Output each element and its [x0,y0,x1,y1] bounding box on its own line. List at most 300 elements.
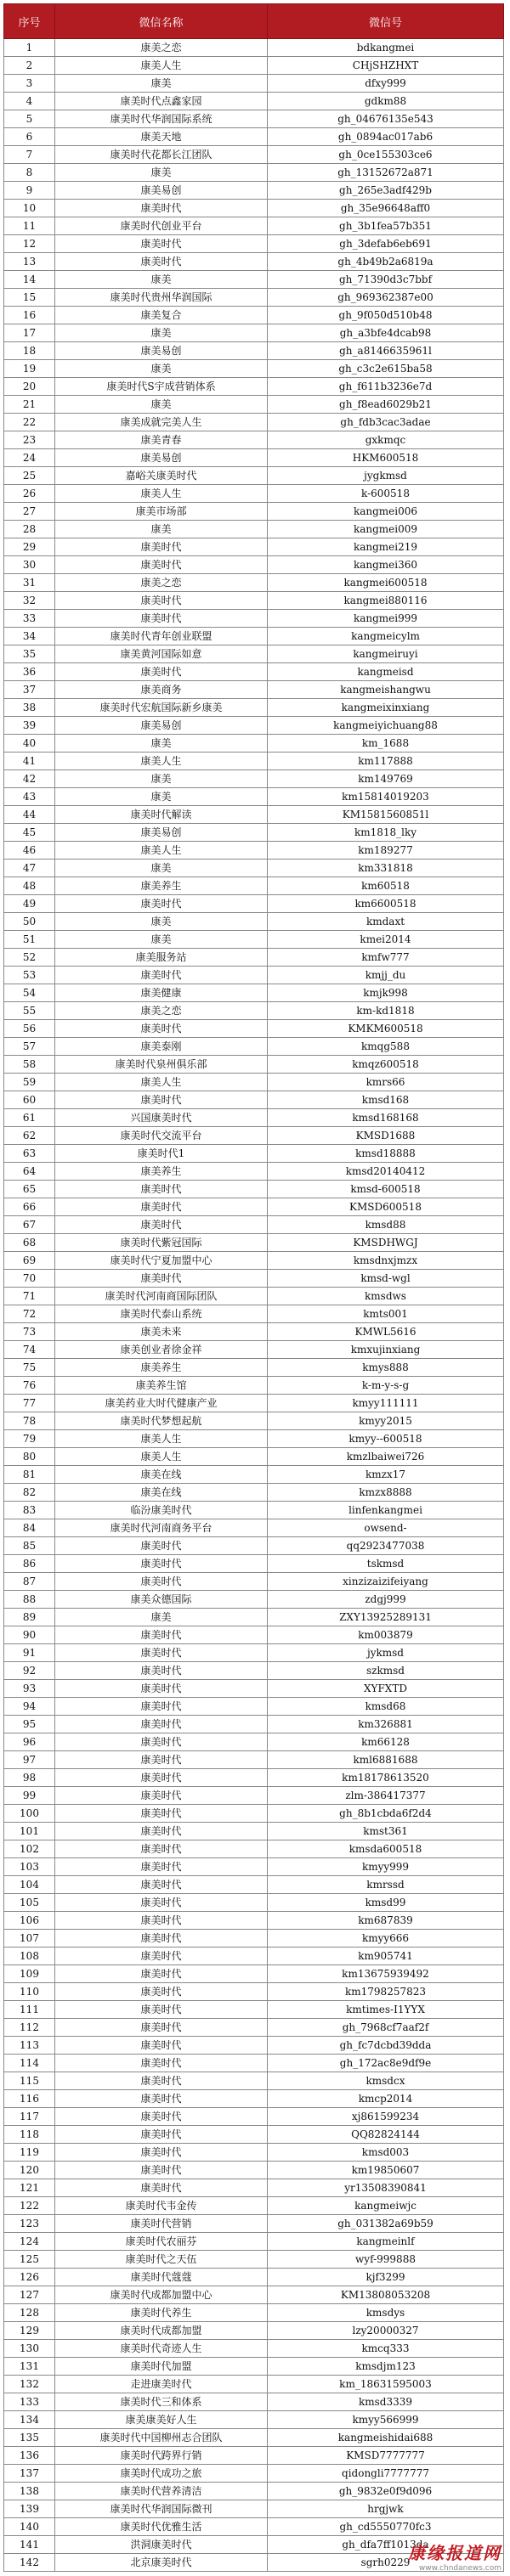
serial-cell: 114 [4,2055,55,2072]
serial-cell: 122 [4,2197,55,2215]
table-row [4,913,504,931]
id-cell: kmrs66 [268,1074,504,1091]
name-cell: 临汾康美时代 [55,1502,268,1519]
id-cell: kmdaxt [268,913,504,931]
id-cell: kmyy999 [268,1858,504,1876]
serial-cell: 139 [4,2500,55,2518]
header-serial-number: 序号 [4,4,55,39]
name-cell: 康美 [55,860,268,877]
header-wechat-id: 微信号 [268,4,504,39]
name-cell: 康美时代 [55,1787,268,1805]
name-cell: 康美时代 [55,1626,268,1644]
name-cell: 康美时代 [55,1573,268,1591]
name-cell: 康美时代紫冠国际 [55,1234,268,1252]
name-cell: 康美时代 [55,2001,268,2019]
serial-cell: 121 [4,2179,55,2197]
table-row [4,2233,504,2251]
name-cell: 康美时代 [55,235,268,253]
serial-cell: 32 [4,592,55,610]
table-row [4,2072,504,2090]
table-row [4,860,504,877]
name-cell: 康美健康 [55,984,268,1002]
name-cell: 康美 [55,75,268,93]
serial-cell: 52 [4,949,55,967]
serial-cell: 42 [4,770,55,788]
serial-cell: 24 [4,449,55,467]
table-row [4,1751,504,1769]
name-cell: 康美时代 [55,1912,268,1930]
table-row [4,753,504,770]
serial-cell: 133 [4,2393,55,2411]
name-cell: 康美 [55,271,268,289]
serial-cell: 93 [4,1680,55,1698]
id-cell: kangmeicylm [268,628,504,645]
table-row [4,681,504,699]
table-row [4,1002,504,1020]
name-cell: 康美易创 [55,449,268,467]
id-cell: km13675939492 [268,1965,504,1983]
name-cell: 康美时代交流平台 [55,1127,268,1145]
serial-cell: 49 [4,895,55,913]
name-cell: 康美时代贵州华润国际 [55,289,268,307]
id-cell: kmsd168168 [268,1109,504,1127]
id-cell: KMSD600518 [268,1198,504,1216]
id-cell: k-m-y-s-g [268,1377,504,1395]
name-cell: 康美 [55,788,268,806]
name-cell: 康美时代成都加盟 [55,2322,268,2340]
serial-cell: 113 [4,2037,55,2055]
name-cell: 康美易创 [55,717,268,735]
serial-cell: 77 [4,1395,55,1412]
id-cell: gh_71390d3c7bbf [268,271,504,289]
name-cell: 康美时代河南商务平台 [55,1519,268,1537]
serial-cell: 86 [4,1555,55,1573]
name-cell: 康美时代 [55,1876,268,1894]
name-cell: 康美时代 [55,253,268,271]
table-row [4,699,504,717]
id-cell: km905741 [268,1948,504,1965]
table-row [4,2286,504,2304]
table-row [4,396,504,414]
serial-cell: 31 [4,574,55,592]
id-cell: ZXY13925289131 [268,1609,504,1626]
serial-cell: 92 [4,1662,55,1680]
serial-cell: 71 [4,1288,55,1305]
id-cell: kmcq333 [268,2340,504,2358]
name-cell: 走进康美时代 [55,2376,268,2393]
serial-cell: 125 [4,2251,55,2269]
name-cell: 北京康美时代 [55,2554,268,2572]
id-cell: kmtimes-I1YYX [268,2001,504,2019]
serial-cell: 90 [4,1626,55,1644]
table-row [4,1965,504,1983]
table-row [4,2518,504,2536]
table-row [4,2037,504,2055]
name-cell: 康美泰刚 [55,1038,268,1056]
serial-cell: 57 [4,1038,55,1056]
id-cell: zlm-386417377 [268,1787,504,1805]
serial-cell: 91 [4,1644,55,1662]
name-cell: 康美时代宁夏加盟中心 [55,1252,268,1270]
name-cell: 康美之恋 [55,39,268,57]
serial-cell: 88 [4,1591,55,1609]
serial-cell: 105 [4,1894,55,1912]
serial-cell: 89 [4,1609,55,1626]
name-cell: 康美复合 [55,307,268,324]
name-cell: 康美人生 [55,1448,268,1466]
id-cell: gh_7968cf7aaf2f [268,2019,504,2037]
name-cell: 康美时代营养清洁 [55,2483,268,2500]
id-cell: xj861599234 [268,2108,504,2126]
id-cell: KM1581560851l [268,806,504,824]
table-row [4,128,504,146]
id-cell: gh_fc7dcbd39dda [268,2037,504,2055]
serial-cell: 8 [4,164,55,182]
id-cell: gh_9f050d510b48 [268,307,504,324]
id-cell: kmsd20140412 [268,1163,504,1181]
id-cell: km1798257823 [268,1983,504,2001]
name-cell: 康美 [55,164,268,182]
serial-cell: 138 [4,2483,55,2500]
name-cell: 康美时代 [55,2055,268,2072]
table-row [4,1912,504,1930]
name-cell: 康美时代 [55,1858,268,1876]
serial-cell: 60 [4,1091,55,1109]
serial-cell: 56 [4,1020,55,1038]
table-row [4,1288,504,1305]
table-row [4,1716,504,1733]
table-row [4,2500,504,2518]
name-cell: 康美时代 [55,1948,268,1965]
wechat-account-sheet [3,3,503,2572]
serial-cell: 34 [4,628,55,645]
serial-cell: 37 [4,681,55,699]
id-cell: qidongli7777777 [268,2465,504,2483]
table-row [4,967,504,984]
table-row [4,574,504,592]
table-row [4,1127,504,1145]
id-cell: gh_35e96648aff0 [268,200,504,217]
serial-cell: 39 [4,717,55,735]
id-cell: gh_969362387e00 [268,289,504,307]
table-row [4,2251,504,2269]
id-cell: dfxy999 [268,75,504,93]
table-row [4,788,504,806]
id-cell: kmts001 [268,1305,504,1323]
table-row [4,1466,504,1484]
id-cell: hrgjwk [268,2500,504,2518]
name-cell: 康美人生 [55,842,268,860]
table-row [4,1840,504,1858]
table-row [4,182,504,200]
id-cell: km_1688 [268,735,504,753]
serial-cell: 43 [4,788,55,806]
name-cell: 康美 [55,360,268,378]
name-cell: 康美时代 [55,895,268,913]
table-row [4,1698,504,1716]
name-cell: 康美时代 [55,1091,268,1109]
table-row [4,93,504,110]
name-cell: 康美时代之天伍 [55,2251,268,2269]
id-cell: km189277 [268,842,504,860]
id-cell: gh_13152672a871 [268,164,504,182]
table-row [4,2019,504,2037]
serial-cell: 134 [4,2411,55,2429]
serial-cell: 51 [4,931,55,949]
name-cell: 康美养生馆 [55,1377,268,1395]
table-row [4,146,504,164]
table-row [4,2483,504,2500]
id-cell: km_18631595003 [268,2376,504,2393]
name-cell: 康美时代 [55,1216,268,1234]
table-row [4,342,504,360]
id-cell: km149769 [268,770,504,788]
serial-cell: 80 [4,1448,55,1466]
name-cell: 康美时代 [55,592,268,610]
name-cell: 康美时代中国柳州志合团队 [55,2429,268,2447]
name-cell: 康美时代 [55,967,268,984]
id-cell: kmsd-wgl [268,1270,504,1288]
name-cell: 康美时代三和体系 [55,2393,268,2411]
table-row [4,1894,504,1912]
id-cell: kmyy--600518 [268,1430,504,1448]
id-cell: kmqg588 [268,1038,504,1056]
table-row [4,1091,504,1109]
serial-cell: 123 [4,2215,55,2233]
table-row [4,360,504,378]
id-cell: kmfw777 [268,949,504,967]
id-cell: km1818_lky [268,824,504,842]
name-cell: 康美时代 [55,1537,268,1555]
serial-cell: 35 [4,645,55,663]
table-row [4,1216,504,1234]
name-cell: 康美时代 [55,610,268,628]
serial-cell: 23 [4,431,55,449]
name-cell: 康美易创 [55,342,268,360]
serial-cell: 109 [4,1965,55,1983]
serial-cell: 25 [4,467,55,485]
table-row [4,824,504,842]
table-row [4,1412,504,1430]
id-cell: kangmei009 [268,521,504,538]
serial-cell: 13 [4,253,55,271]
name-cell: 康美易创 [55,824,268,842]
table-row [4,1591,504,1609]
serial-cell: 15 [4,289,55,307]
serial-cell: 107 [4,1930,55,1948]
id-cell: zdgj999 [268,1591,504,1609]
id-cell: kangmeishangwu [268,681,504,699]
table-row [4,984,504,1002]
serial-cell: 118 [4,2126,55,2144]
serial-cell: 78 [4,1412,55,1430]
table-row [4,931,504,949]
table-row [4,1644,504,1662]
name-cell: 康美时代 [55,2108,268,2126]
name-cell: 康美在线 [55,1484,268,1502]
table-row [4,1359,504,1377]
id-cell: gh_172ac8e9df9e [268,2055,504,2072]
serial-cell: 132 [4,2376,55,2393]
table-row [4,324,504,342]
name-cell: 康美时代养生 [55,2304,268,2322]
name-cell: 康美时代营销 [55,2215,268,2233]
id-cell: kmyy566999 [268,2411,504,2429]
serial-cell: 142 [4,2554,55,2572]
id-cell: kangmei360 [268,556,504,574]
name-cell: 康美人生 [55,1074,268,1091]
serial-cell: 28 [4,521,55,538]
serial-cell: 9 [4,182,55,200]
serial-cell: 94 [4,1698,55,1716]
id-cell: kangmei006 [268,503,504,521]
table-row [4,1787,504,1805]
id-cell: kangmei219 [268,538,504,556]
id-cell: szkmsd [268,1662,504,1680]
name-cell: 康美时代 [55,1894,268,1912]
id-cell: km326881 [268,1716,504,1733]
table-row [4,1626,504,1644]
serial-cell: 41 [4,753,55,770]
serial-cell: 135 [4,2429,55,2447]
id-cell: kmrssd [268,1876,504,1894]
table-row [4,2179,504,2197]
id-cell: gh_3defab6eb691 [268,235,504,253]
table-row [4,1930,504,1948]
serial-cell: 82 [4,1484,55,1502]
name-cell: 康美时代 [55,663,268,681]
name-cell: 康美时代 [55,2179,268,2197]
serial-cell: 47 [4,860,55,877]
name-cell: 康美 [55,931,268,949]
id-cell: tskmsd [268,1555,504,1573]
id-cell: kjf3299 [268,2269,504,2286]
table-row [4,1733,504,1751]
id-cell: kmsd-600518 [268,1181,504,1198]
serial-cell: 59 [4,1074,55,1091]
table-row [4,2001,504,2019]
name-cell: 康美时代 [55,2144,268,2162]
id-cell: km003879 [268,1626,504,1644]
serial-cell: 104 [4,1876,55,1894]
serial-cell: 55 [4,1002,55,1020]
id-cell: owsend- [268,1519,504,1537]
serial-cell: 136 [4,2447,55,2465]
table-row [4,1341,504,1359]
serial-cell: 96 [4,1733,55,1751]
id-cell: KMSDHWGJ [268,1234,504,1252]
name-cell: 康美时代花都长江团队 [55,146,268,164]
table-row [4,2393,504,2411]
name-cell: 洪洞康美时代 [55,2536,268,2554]
serial-cell: 19 [4,360,55,378]
table-row [4,1145,504,1163]
table-row [4,895,504,913]
serial-cell: 87 [4,1573,55,1591]
id-cell: kmzx8888 [268,1484,504,1502]
name-cell: 康美 [55,735,268,753]
id-cell: gh_0894ac017ab6 [268,128,504,146]
serial-cell: 75 [4,1359,55,1377]
id-cell: kangmei880116 [268,592,504,610]
id-cell: jykmsd [268,1644,504,1662]
serial-cell: 120 [4,2162,55,2179]
serial-cell: 97 [4,1751,55,1769]
name-cell: 康美时代 [55,556,268,574]
id-cell: gh_c3c2e615ba58 [268,360,504,378]
name-cell: 康美时代 [55,1644,268,1662]
name-cell: 康美时代 [55,1270,268,1288]
serial-cell: 128 [4,2304,55,2322]
serial-cell: 72 [4,1305,55,1323]
name-cell: 康美时代 [55,1716,268,1733]
serial-cell: 5 [4,110,55,128]
id-cell: CHjSHZHXT [268,57,504,75]
id-cell: km66128 [268,1733,504,1751]
id-cell: gh_9832e0f9d096 [268,2483,504,2500]
name-cell: 康美青春 [55,431,268,449]
table-row [4,1573,504,1591]
id-cell: gh_f611b3236e7d [268,378,504,396]
table-row [4,521,504,538]
name-cell: 康美易创 [55,182,268,200]
id-cell: kangmeiwjc [268,2197,504,2215]
table-row [4,1948,504,1965]
serial-cell: 2 [4,57,55,75]
name-cell: 康美 [55,770,268,788]
id-cell: kmcp2014 [268,2090,504,2108]
id-cell: xinzizaizifeiyang [268,1573,504,1591]
table-row [4,770,504,788]
serial-cell: 106 [4,1912,55,1930]
serial-cell: 29 [4,538,55,556]
id-cell: gh_f8ead6029b21 [268,396,504,414]
name-cell: 康美时代泉州俱乐部 [55,1056,268,1074]
table-row [4,1038,504,1056]
table-row [4,538,504,556]
table-row [4,110,504,128]
table-row [4,1323,504,1341]
id-cell: kangmeisd [268,663,504,681]
table-row [4,200,504,217]
table-row [4,1377,504,1395]
table-row [4,645,504,663]
name-cell: 康美 [55,396,268,414]
id-cell: km15814019203 [268,788,504,806]
serial-cell: 110 [4,1983,55,2001]
id-cell: kmzx17 [268,1466,504,1484]
serial-cell: 62 [4,1127,55,1145]
table-row [4,414,504,431]
table-row [4,164,504,182]
id-cell: yr13508390841 [268,2179,504,2197]
serial-cell: 48 [4,877,55,895]
id-cell: gh_4b49b2a6819a [268,253,504,271]
id-cell: gh_265e3adf429b [268,182,504,200]
table-row [4,1769,504,1787]
serial-cell: 79 [4,1430,55,1448]
id-cell: kmsd3339 [268,2393,504,2411]
table-row [4,1484,504,1502]
name-cell: 康美时代 [55,1733,268,1751]
id-cell: QQ82824144 [268,2126,504,2144]
name-cell: 康美天地 [55,128,268,146]
id-cell: kmzlbaiwei726 [268,1448,504,1466]
serial-cell: 58 [4,1056,55,1074]
table-row [4,1163,504,1181]
table-row [4,1109,504,1127]
serial-cell: 27 [4,503,55,521]
